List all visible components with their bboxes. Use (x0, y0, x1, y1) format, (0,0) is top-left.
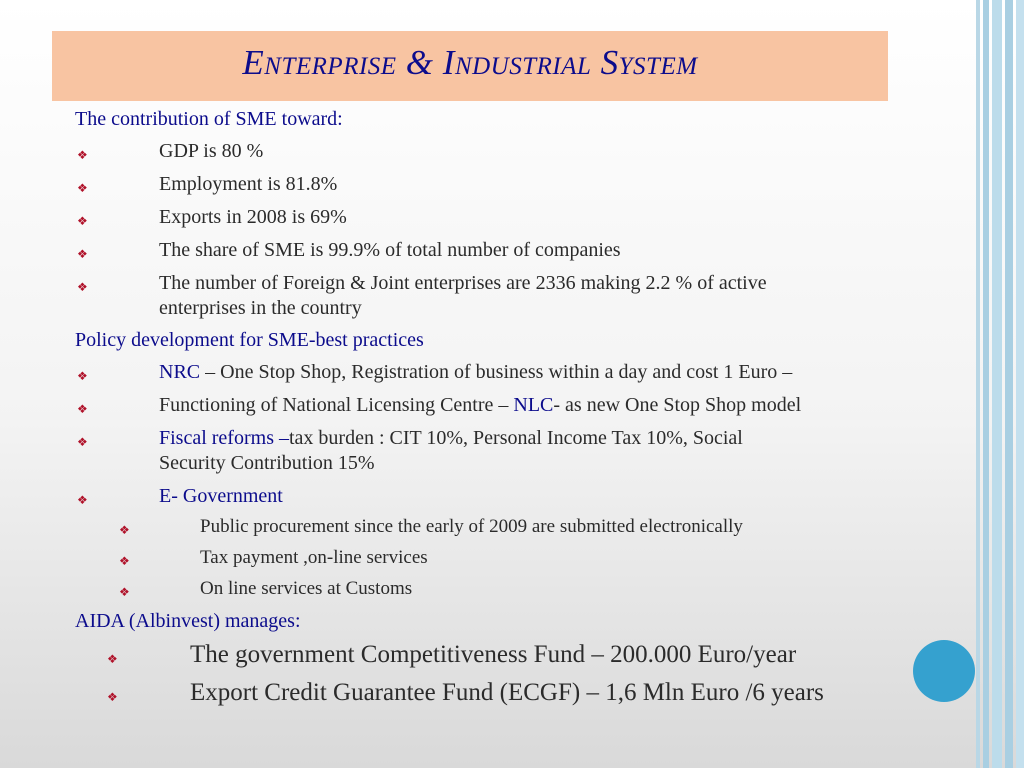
decor-stripe (1016, 0, 1024, 768)
accent-circle (913, 640, 975, 702)
nlc-suffix: - as new One Stop Shop model (553, 394, 802, 416)
decor-stripe (983, 0, 989, 768)
title-banner (52, 31, 888, 101)
bullet-icon: ❖ (77, 369, 88, 383)
sub-list-item: Public procurement since the early of 2009 are submitted electronically (200, 516, 743, 537)
sub-list-item: Tax payment ,on-line services (200, 547, 428, 568)
bullet-icon: ❖ (77, 435, 88, 449)
nlc-label: NLC (513, 394, 554, 416)
bullet-icon: ❖ (77, 280, 88, 294)
list-item: GDP is 80 % (159, 140, 264, 162)
list-item: The number of Foreign & Joint enterprises are 2336 making 2.2 % of active (159, 272, 767, 294)
list-item-continuation: enterprises in the country (159, 297, 362, 319)
list-item: The government Competitiveness Fund – 200.000 Euro/year (190, 641, 797, 668)
list-item-nrc (159, 361, 792, 384)
nrc-text: – One Stop Shop, Registration of business within a day and cost 1 Euro – (200, 361, 793, 383)
decor-stripe (1005, 0, 1013, 768)
bullet-icon: ❖ (77, 148, 88, 162)
section-header-aida: AIDA (Albinvest) manages: (75, 610, 301, 632)
section-header-policy: Policy development for SME-best practices (75, 329, 424, 351)
list-item-fiscal (159, 427, 743, 450)
bullet-icon: ❖ (77, 214, 88, 228)
bullet-icon: ❖ (119, 523, 130, 537)
fiscal-label: Fiscal reforms – (159, 427, 289, 449)
list-item: Employment is 81.8% (159, 173, 338, 195)
bullet-icon: ❖ (107, 652, 118, 666)
list-item: Exports in 2008 is 69% (159, 206, 347, 228)
list-item-nlc (159, 394, 801, 417)
decor-stripe (992, 0, 1002, 768)
bullet-icon: ❖ (119, 554, 130, 568)
sub-list-item: On line services at Customs (200, 578, 413, 599)
nrc-label: NRC (159, 361, 201, 383)
list-item-egov: E- Government (159, 485, 283, 507)
slide-title: Enterprise & Industrial System (242, 43, 698, 82)
list-item-continuation: Security Contribution 15% (159, 452, 375, 474)
bullet-icon: ❖ (77, 402, 88, 416)
bullet-icon: ❖ (77, 247, 88, 261)
fiscal-text: tax burden : CIT 10%, Personal Income Tax 10%, Social (288, 427, 743, 449)
list-item: The share of SME is 99.9% of total number of companies (159, 239, 621, 261)
nlc-prefix: Functioning of National Licensing Centre – (159, 394, 514, 416)
bullet-icon: ❖ (119, 585, 130, 599)
decor-stripe (976, 0, 980, 768)
bullet-icon: ❖ (107, 690, 118, 704)
list-item: Export Credit Guarantee Fund (ECGF) – 1,6 Mln Euro /6 years (190, 679, 824, 706)
section-header-sme: The contribution of SME toward: (75, 108, 343, 130)
bullet-icon: ❖ (77, 493, 88, 507)
bullet-icon: ❖ (77, 181, 88, 195)
